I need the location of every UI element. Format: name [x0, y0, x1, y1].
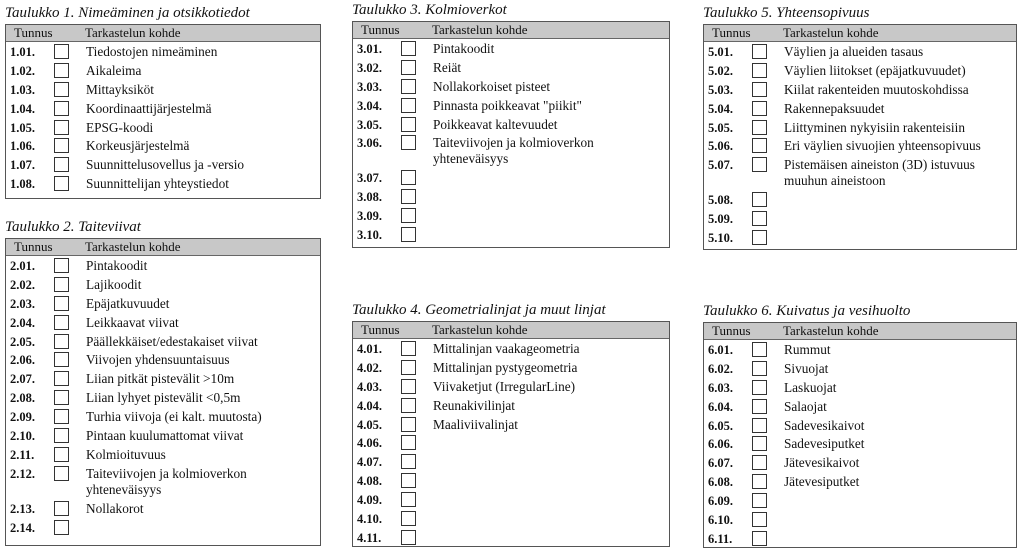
table-row	[353, 360, 669, 376]
row-label: Taiteviivojen ja kolmioverkon yhteneväisyys	[86, 465, 247, 497]
table-row	[704, 418, 1016, 434]
row-code: 3.10.	[357, 228, 382, 243]
row-checkbox[interactable]	[54, 428, 69, 443]
row-code: 1.02.	[10, 63, 35, 78]
row-code: 1.05.	[10, 120, 35, 135]
row-label: Jätevesiputket	[784, 474, 860, 490]
row-code: 5.03.	[708, 82, 733, 97]
table-row	[704, 455, 1016, 471]
row-checkbox[interactable]	[401, 79, 416, 94]
row-checkbox[interactable]	[752, 192, 767, 207]
row-code: 3.07.	[357, 171, 382, 186]
table-row	[353, 492, 669, 508]
table-row	[704, 230, 1016, 246]
table-3-caption: Taulukko 3. Kolmioverkot	[352, 2, 507, 18]
col-target-header: Tarkastelun kohde	[432, 322, 528, 337]
table-row	[353, 435, 669, 451]
col-target-header: Tarkastelun kohde	[85, 239, 181, 254]
table-row	[704, 342, 1016, 358]
row-code: 4.07.	[357, 455, 382, 470]
table-3-body	[353, 39, 669, 243]
row-checkbox[interactable]	[54, 447, 69, 462]
table-row	[6, 101, 320, 117]
row-label: Mittalinjan pystygeometria	[433, 359, 578, 375]
table-row	[704, 44, 1016, 60]
row-checkbox[interactable]	[54, 138, 69, 153]
row-code: 4.08.	[357, 474, 382, 489]
table-row	[6, 466, 320, 498]
table-row	[353, 379, 669, 395]
col-target-header: Tarkastelun kohde	[85, 25, 181, 40]
row-checkbox[interactable]	[401, 492, 416, 507]
row-label: Rummut	[784, 342, 831, 357]
row-checkbox[interactable]	[401, 117, 416, 132]
row-label: Jätevesikaivot	[784, 455, 860, 471]
col-code-header: Tunnus	[712, 323, 751, 338]
table-row	[353, 227, 669, 243]
row-checkbox[interactable]	[752, 101, 767, 116]
table-3-block	[352, 1, 670, 248]
row-label: Pinnasta poikkeavat "piikit"	[433, 97, 582, 113]
row-code: 5.07.	[708, 158, 733, 173]
row-label: EPSG-koodi	[86, 119, 154, 135]
table-4-block	[352, 301, 670, 547]
row-checkbox[interactable]	[752, 380, 767, 395]
row-code: 3.02.	[357, 60, 382, 75]
table-row	[6, 352, 320, 368]
table-row	[353, 208, 669, 224]
col-target-header: Tarkastelun kohde	[783, 323, 879, 338]
row-label: Sadevesiputket	[784, 436, 865, 452]
row-checkbox[interactable]	[54, 258, 69, 273]
row-label: Liian lyhyet pistevälit <0,5m	[86, 390, 241, 406]
table-1-block	[5, 4, 321, 199]
table-2-header	[6, 239, 320, 256]
row-checkbox[interactable]	[54, 120, 69, 135]
row-code: 3.06.	[357, 136, 382, 151]
row-code: 2.07.	[10, 372, 35, 387]
table-3-header	[353, 22, 669, 39]
row-checkbox[interactable]	[54, 44, 69, 59]
row-checkbox[interactable]	[54, 409, 69, 424]
row-checkbox[interactable]	[401, 208, 416, 223]
table-5-header	[704, 25, 1016, 42]
row-label: Viivaketjut (IrregularLine)	[433, 378, 576, 394]
row-code: 5.06.	[708, 139, 733, 154]
row-checkbox[interactable]	[54, 176, 69, 191]
row-label: Pintakoodit	[433, 41, 495, 56]
row-checkbox[interactable]	[752, 455, 767, 470]
row-label: Sivuojat	[784, 360, 829, 376]
row-label: Maaliviivalinjat	[433, 416, 518, 432]
row-label: Nollakorkoiset pisteet	[433, 78, 551, 94]
table-5-caption: Taulukko 5. Yhteensopivuus	[703, 5, 870, 21]
row-label: Epäjatkuvuudet	[86, 295, 170, 311]
row-label: Suunnittelusovellus ja -versio	[86, 157, 245, 173]
table-row	[6, 157, 320, 173]
row-checkbox[interactable]	[54, 371, 69, 386]
table-row	[353, 530, 669, 546]
row-code: 4.09.	[357, 493, 382, 508]
row-checkbox[interactable]	[401, 60, 416, 75]
row-checkbox[interactable]	[752, 138, 767, 153]
table-2	[5, 238, 321, 546]
row-checkbox[interactable]	[752, 399, 767, 414]
table-row	[353, 135, 669, 167]
table-1-body	[6, 42, 320, 192]
row-checkbox[interactable]	[401, 227, 416, 242]
row-checkbox[interactable]	[401, 135, 416, 150]
row-checkbox[interactable]	[401, 417, 416, 432]
row-checkbox[interactable]	[54, 296, 69, 311]
table-row	[6, 520, 320, 536]
row-checkbox[interactable]	[752, 157, 767, 172]
table-1-caption: Taulukko 1. Nimeäminen ja otsikkotiedot	[5, 5, 250, 21]
row-code: 6.01.	[708, 343, 733, 357]
table-row	[704, 436, 1016, 452]
row-label: Pintakoodit	[86, 258, 148, 273]
row-code: 4.05.	[357, 417, 382, 432]
row-code: 6.08.	[708, 475, 733, 490]
row-label: Väylien ja alueiden tasaus	[784, 44, 924, 59]
table-row	[353, 473, 669, 489]
table-5	[703, 24, 1017, 250]
table-row	[6, 44, 320, 60]
row-label: Tiedostojen nimeäminen	[86, 44, 218, 59]
row-checkbox[interactable]	[401, 530, 416, 545]
row-checkbox[interactable]	[54, 352, 69, 367]
row-checkbox[interactable]	[401, 435, 416, 450]
row-checkbox[interactable]	[752, 531, 767, 546]
row-checkbox[interactable]	[54, 157, 69, 172]
row-code: 4.10.	[357, 512, 382, 527]
table-row	[353, 454, 669, 470]
table-6	[703, 322, 1017, 548]
table-row	[704, 138, 1016, 154]
table-row	[6, 258, 320, 274]
table-6-header	[704, 323, 1016, 340]
row-code: 2.02.	[10, 277, 35, 292]
row-code: 2.01.	[10, 259, 35, 273]
row-label: Pistemäisen aineiston (3D) istuvuus muuhun aineistoon	[784, 157, 975, 189]
row-code: 6.06.	[708, 437, 733, 452]
table-row	[6, 138, 320, 154]
row-code: 6.10.	[708, 513, 733, 528]
row-label: Rakennepaksuudet	[784, 100, 885, 116]
row-label: Väylien liitokset (epäjatkuvuudet)	[784, 62, 966, 78]
row-checkbox[interactable]	[752, 436, 767, 451]
row-code: 2.06.	[10, 353, 35, 368]
table-row	[353, 398, 669, 414]
table-row	[704, 157, 1016, 189]
row-code: 4.02.	[357, 360, 382, 375]
table-row	[6, 63, 320, 79]
row-label: Reunakivilinjat	[433, 397, 515, 413]
row-checkbox[interactable]	[401, 360, 416, 375]
table-row	[704, 474, 1016, 490]
table-2-caption: Taulukko 2. Taiteviivat	[5, 219, 141, 235]
row-code: 2.10.	[10, 429, 35, 444]
row-label: Taiteviivojen ja kolmioverkon yhteneväisyys	[433, 135, 594, 167]
row-code: 4.11.	[357, 530, 382, 545]
row-checkbox[interactable]	[401, 41, 416, 56]
table-row	[6, 315, 320, 331]
table-row	[704, 493, 1016, 509]
table-3	[352, 21, 670, 248]
table-6-body	[704, 340, 1016, 547]
table-1	[5, 24, 321, 199]
row-label: Leikkaavat viivat	[86, 314, 179, 330]
table-row	[353, 79, 669, 95]
row-code: 4.04.	[357, 398, 382, 413]
row-checkbox[interactable]	[54, 277, 69, 292]
row-code: 3.03.	[357, 79, 382, 94]
row-label: Eri väylien sivuojien yhteensopivuus	[784, 138, 981, 154]
table-row	[704, 101, 1016, 117]
row-code: 5.09.	[708, 212, 733, 227]
table-row	[704, 211, 1016, 227]
row-checkbox[interactable]	[401, 379, 416, 394]
row-code: 6.11.	[708, 531, 733, 546]
row-code: 1.04.	[10, 101, 35, 116]
row-checkbox[interactable]	[54, 501, 69, 516]
row-checkbox[interactable]	[752, 44, 767, 59]
row-checkbox[interactable]	[752, 342, 767, 357]
row-code: 2.12.	[10, 466, 35, 481]
row-label: Liittyminen nykyisiin rakenteisiin	[784, 119, 965, 135]
row-code: 4.03.	[357, 379, 382, 394]
row-checkbox[interactable]	[401, 189, 416, 204]
row-checkbox[interactable]	[752, 361, 767, 376]
row-checkbox[interactable]	[752, 512, 767, 527]
table-row	[704, 63, 1016, 79]
row-code: 1.01.	[10, 45, 35, 59]
row-label: Korkeusjärjestelmä	[86, 138, 190, 154]
col-code-header: Tunnus	[14, 25, 53, 40]
row-code: 3.04.	[357, 98, 382, 113]
row-checkbox[interactable]	[54, 63, 69, 78]
table-row	[353, 170, 669, 186]
table-row	[6, 390, 320, 406]
row-code: 2.04.	[10, 315, 35, 330]
row-checkbox[interactable]	[54, 466, 69, 481]
row-code: 1.07.	[10, 158, 35, 173]
row-code: 6.05.	[708, 418, 733, 433]
row-label: Kiilat rakenteiden muutoskohdissa	[784, 81, 969, 97]
row-label: Päällekkäiset/edestakaiset viivat	[86, 333, 258, 349]
row-checkbox[interactable]	[752, 63, 767, 78]
table-row	[704, 361, 1016, 377]
row-code: 6.04.	[708, 399, 733, 414]
col-code-header: Tunnus	[361, 322, 400, 337]
row-checkbox[interactable]	[752, 418, 767, 433]
table-5-body	[704, 42, 1016, 246]
row-code: 2.14.	[10, 520, 35, 535]
table-1-header	[6, 25, 320, 42]
row-checkbox[interactable]	[752, 211, 767, 226]
table-6-block	[703, 302, 1017, 548]
row-label: Mittayksiköt	[86, 81, 154, 97]
table-row	[353, 117, 669, 133]
row-code: 1.03.	[10, 82, 35, 97]
table-row	[6, 447, 320, 463]
row-checkbox[interactable]	[752, 230, 767, 245]
table-row	[6, 82, 320, 98]
table-row	[704, 531, 1016, 547]
row-label: Salaojat	[784, 398, 827, 414]
table-row	[353, 189, 669, 205]
row-label: Pintaan kuulumattomat viivat	[86, 428, 244, 444]
table-row	[6, 501, 320, 517]
table-2-body	[6, 256, 320, 536]
row-code: 3.01.	[357, 42, 382, 56]
row-code: 5.02.	[708, 63, 733, 78]
row-label: Viivojen yhdensuuntaisuus	[86, 352, 230, 368]
row-code: 3.05.	[357, 117, 382, 132]
row-label: Aikaleima	[86, 62, 142, 78]
row-label: Koordinaattijärjestelmä	[86, 100, 212, 116]
row-checkbox[interactable]	[401, 98, 416, 113]
table-row	[6, 120, 320, 136]
row-checkbox[interactable]	[54, 390, 69, 405]
row-code: 6.03.	[708, 380, 733, 395]
table-row	[6, 371, 320, 387]
row-label: Reiät	[433, 59, 462, 75]
row-checkbox[interactable]	[54, 315, 69, 330]
row-code: 6.02.	[708, 361, 733, 376]
row-label: Nollakorot	[86, 500, 144, 516]
row-label: Liian pitkät pistevälit >10m	[86, 371, 235, 387]
col-code-header: Tunnus	[361, 22, 400, 37]
table-row	[353, 417, 669, 433]
row-code: 2.09.	[10, 410, 35, 425]
table-row	[353, 98, 669, 114]
table-4	[352, 321, 670, 547]
table-row	[6, 176, 320, 192]
row-checkbox[interactable]	[54, 334, 69, 349]
row-checkbox[interactable]	[54, 82, 69, 97]
row-label: Poikkeavat kaltevuudet	[433, 116, 558, 132]
row-code: 6.07.	[708, 456, 733, 471]
table-row	[704, 380, 1016, 396]
table-5-block	[703, 4, 1017, 250]
row-checkbox[interactable]	[401, 454, 416, 469]
table-row	[6, 277, 320, 293]
row-checkbox[interactable]	[401, 473, 416, 488]
table-4-header	[353, 322, 669, 339]
table-row	[6, 409, 320, 425]
table-row	[6, 428, 320, 444]
row-checkbox[interactable]	[401, 341, 416, 356]
row-code: 1.06.	[10, 139, 35, 154]
row-code: 5.08.	[708, 193, 733, 208]
row-code: 5.10.	[708, 231, 733, 246]
table-row	[6, 334, 320, 350]
table-row	[704, 512, 1016, 528]
row-checkbox[interactable]	[752, 82, 767, 97]
table-row	[704, 399, 1016, 415]
row-checkbox[interactable]	[401, 170, 416, 185]
table-4-caption: Taulukko 4. Geometrialinjat ja muut linjat	[352, 302, 606, 318]
col-target-header: Tarkastelun kohde	[783, 25, 879, 40]
row-checkbox[interactable]	[752, 493, 767, 508]
row-code: 4.06.	[357, 436, 382, 451]
row-code: 2.11.	[10, 447, 35, 462]
table-row	[353, 341, 669, 357]
row-label: Mittalinjan vaakageometria	[433, 341, 580, 356]
row-code: 5.04.	[708, 101, 733, 116]
table-2-block	[5, 218, 321, 546]
row-label: Laskuojat	[784, 379, 837, 395]
row-checkbox[interactable]	[752, 120, 767, 135]
row-code: 2.03.	[10, 296, 35, 311]
row-code: 5.01.	[708, 45, 733, 59]
table-row	[6, 296, 320, 312]
row-code: 2.05.	[10, 334, 35, 349]
table-row	[353, 41, 669, 57]
table-row	[353, 60, 669, 76]
row-checkbox[interactable]	[401, 511, 416, 526]
row-checkbox[interactable]	[54, 520, 69, 535]
table-row	[353, 511, 669, 527]
row-label: Suunnittelijan yhteystiedot	[86, 176, 229, 192]
row-code: 2.08.	[10, 391, 35, 406]
row-code: 5.05.	[708, 120, 733, 135]
table-row	[704, 192, 1016, 208]
table-4-body	[353, 339, 669, 546]
row-label: Lajikoodit	[86, 276, 142, 292]
row-label: Kolmioituvuus	[86, 446, 166, 462]
table-row	[704, 82, 1016, 98]
row-code: 4.01.	[357, 342, 382, 356]
table-6-caption: Taulukko 6. Kuivatus ja vesihuolto	[703, 303, 911, 319]
row-checkbox[interactable]	[752, 474, 767, 489]
row-checkbox[interactable]	[54, 101, 69, 116]
row-code: 3.09.	[357, 209, 382, 224]
row-code: 2.13.	[10, 501, 35, 516]
col-target-header: Tarkastelun kohde	[432, 22, 528, 37]
row-checkbox[interactable]	[401, 398, 416, 413]
row-code: 1.08.	[10, 177, 35, 192]
table-row	[704, 120, 1016, 136]
col-code-header: Tunnus	[14, 239, 53, 254]
col-code-header: Tunnus	[712, 25, 751, 40]
row-code: 6.09.	[708, 494, 733, 509]
row-label: Sadevesikaivot	[784, 417, 865, 433]
row-label: Turhia viivoja (ei kalt. muutosta)	[86, 409, 262, 425]
row-code: 3.08.	[357, 190, 382, 205]
